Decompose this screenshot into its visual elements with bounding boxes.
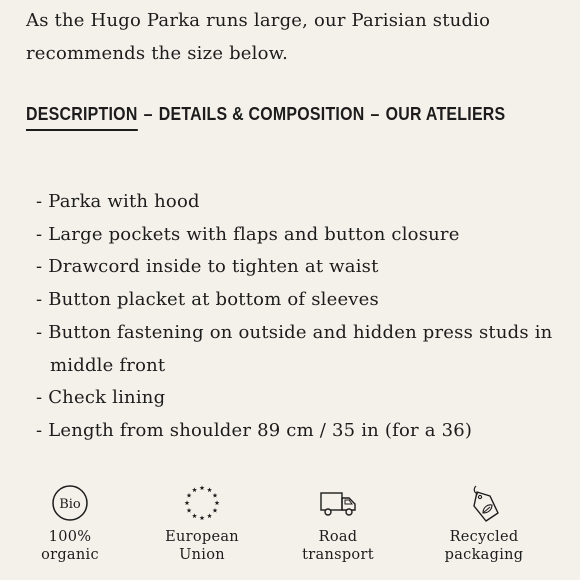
badge-road-transport bbox=[268, 483, 408, 564]
list-item: - Drawcord inside to tighten at waist bbox=[36, 256, 379, 278]
eu-star bbox=[207, 513, 212, 518]
bio-circle-icon bbox=[0, 483, 140, 525]
size-recommendation-text: As the Hugo Parka runs large, our Parisian studio recommends the size below. bbox=[26, 10, 491, 64]
tab-separator: – bbox=[143, 103, 153, 124]
list-item: - Check lining bbox=[36, 387, 166, 409]
eu-star bbox=[192, 487, 197, 492]
sustainability-badges bbox=[0, 483, 580, 580]
eu-star bbox=[185, 500, 190, 505]
eu-star bbox=[200, 485, 205, 490]
tab-description[interactable]: DESCRIPTION bbox=[26, 103, 138, 131]
badge-recycled-packaging bbox=[414, 483, 554, 564]
eu-star bbox=[187, 493, 192, 498]
eu-star bbox=[200, 515, 205, 520]
badge-european-union bbox=[132, 483, 272, 564]
truck-icon bbox=[268, 483, 408, 525]
bio-icon-text: Bio bbox=[59, 497, 81, 512]
product-info-tabs bbox=[26, 103, 505, 131]
badge-organic bbox=[0, 483, 140, 564]
list-item: - Button fastening on outside and hidden press studs in middle front bbox=[36, 321, 553, 376]
badge-label: 100% organic bbox=[41, 529, 99, 563]
badge-label: Road transport bbox=[302, 529, 374, 563]
recycled-tag-icon bbox=[414, 483, 554, 525]
eu-star bbox=[213, 508, 218, 513]
list-item: - Button placket at bottom of sleeves bbox=[36, 289, 379, 311]
tab-our-ateliers[interactable]: OUR ATELIERS bbox=[385, 103, 506, 124]
eu-star bbox=[192, 513, 197, 518]
tab-details-composition[interactable]: DETAILS & COMPOSITION bbox=[158, 103, 365, 124]
list-item: - Parka with hood bbox=[36, 191, 200, 212]
eu-star bbox=[207, 487, 212, 492]
list-item: - Large pockets with flaps and button closure bbox=[36, 223, 460, 245]
eu-star bbox=[215, 500, 220, 505]
eu-stars-icon bbox=[132, 483, 272, 525]
badge-label: Recycled packaging bbox=[444, 529, 524, 563]
eu-star bbox=[213, 493, 218, 498]
badge-label: European Union bbox=[165, 529, 239, 563]
list-item: - Length from shoulder 89 cm / 35 in (for a 36) bbox=[36, 419, 473, 441]
eu-star bbox=[187, 508, 192, 513]
tab-separator: – bbox=[370, 103, 380, 124]
feature-list bbox=[36, 186, 556, 448]
